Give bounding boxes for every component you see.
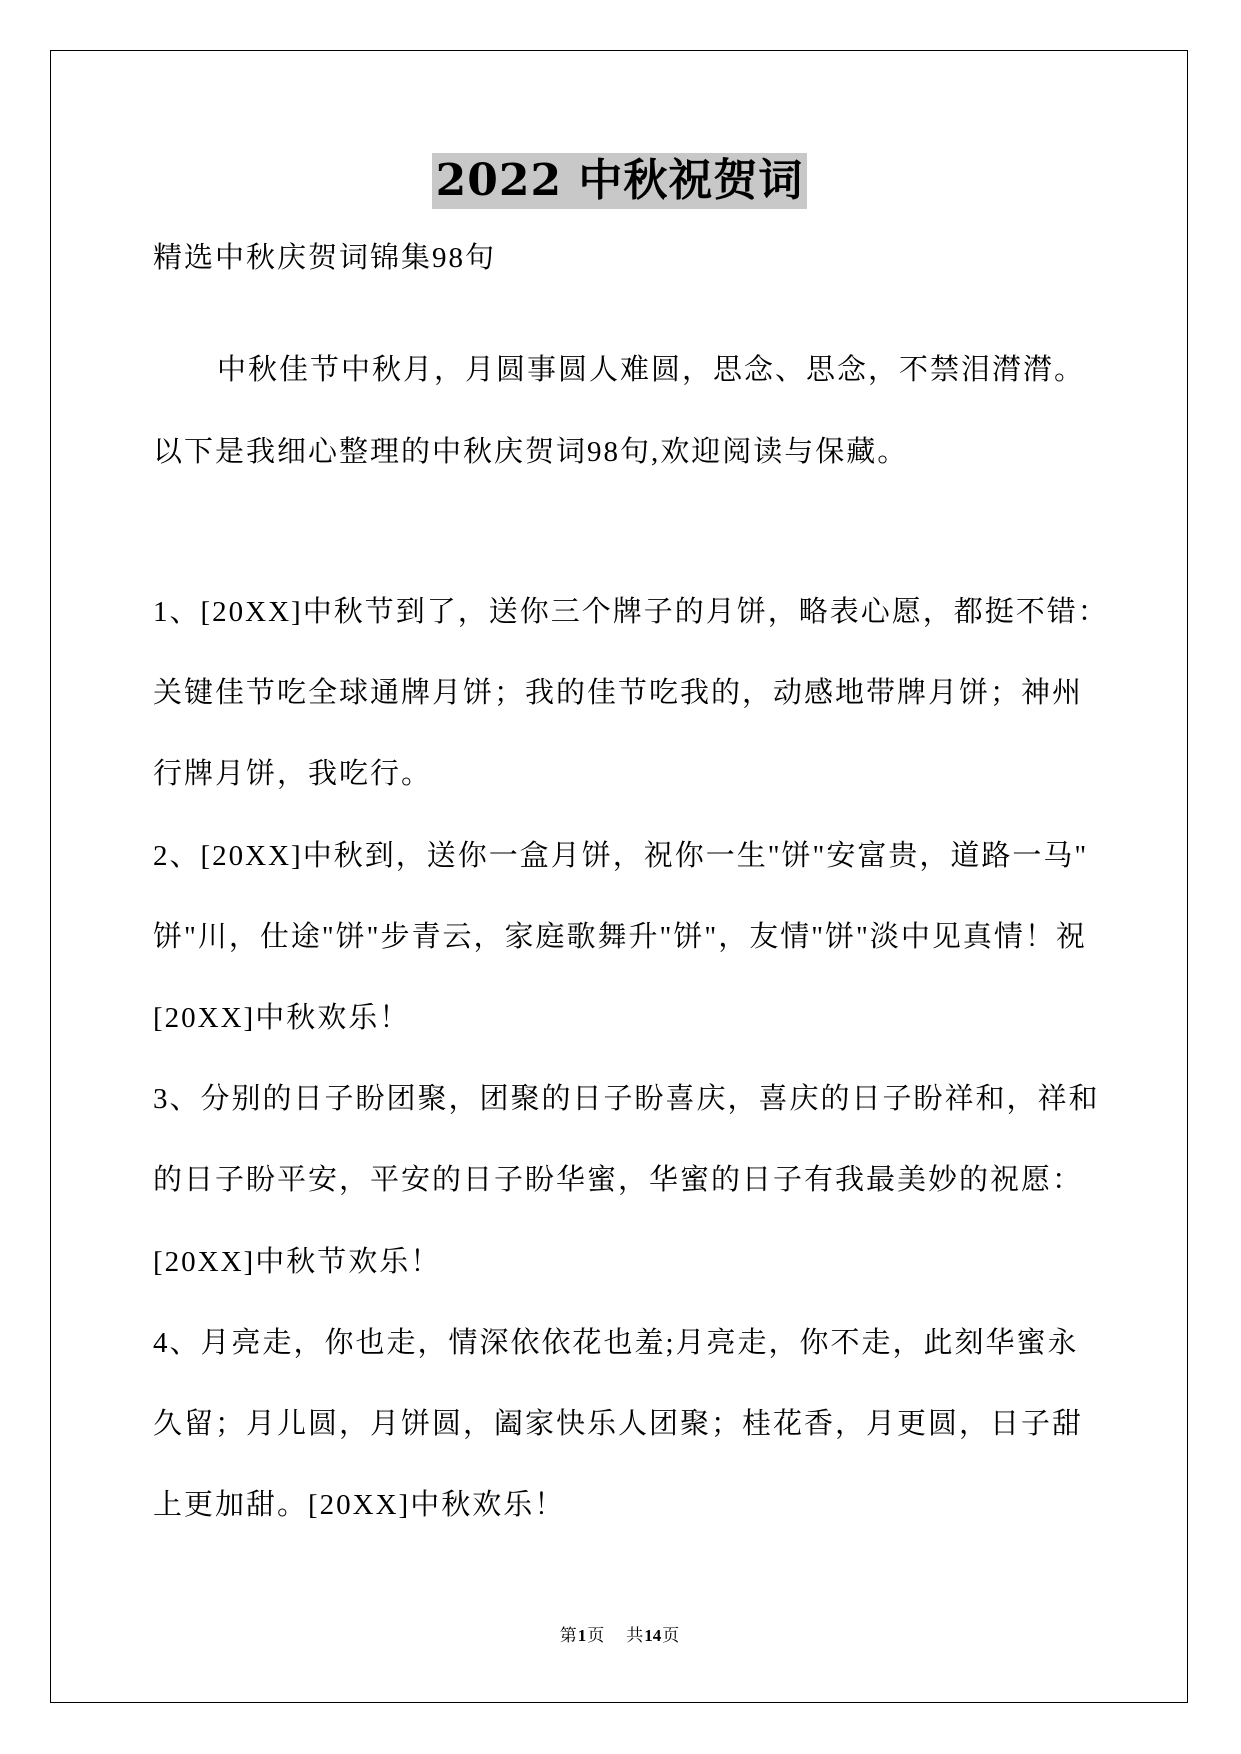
greeting-line: [20XX]中秋节欢乐！ xyxy=(153,1245,442,1278)
greeting-line: 2、[20XX]中秋到，送你一盒月饼，祝你一生"饼"安富贵，道路一马" xyxy=(153,839,1089,872)
intro-paragraph xyxy=(153,329,1085,493)
page-suffix: 页 xyxy=(587,1626,605,1645)
greeting-line: 1、[20XX]中秋节到了，送你三个牌子的月饼，略表心愿，都挺不错： xyxy=(153,596,1109,628)
greeting-line: 的日子盼平安，平安的日子盼华蜜，华蜜的日子有我最美妙的祝愿： xyxy=(153,1164,1084,1197)
greeting-line: 行牌月饼，我吃行。 xyxy=(153,758,433,791)
page-footer xyxy=(0,1624,1239,1648)
page-number: 1 xyxy=(577,1626,587,1645)
intro-line: 以下是我细心整理的中秋庆贺词98句,欢迎阅读与保藏。 xyxy=(153,436,909,468)
total-prefix: 共 xyxy=(626,1626,644,1645)
total-suffix: 页 xyxy=(662,1626,680,1645)
intro-line: 中秋佳节中秋月，月圆事圆人难圆，思念、思念，不禁泪潸潸。 xyxy=(217,354,1086,386)
greeting-line: 3、分别的日子盼团聚，团聚的日子盼喜庆，喜庆的日子盼祥和，祥和 xyxy=(153,1083,1100,1116)
greeting-item xyxy=(153,816,1109,1060)
greeting-line: 久留；月儿圆，月饼圆，阖家快乐人团聚；桂花香，月更圆，日子甜 xyxy=(153,1408,1084,1441)
greeting-item xyxy=(153,572,1109,816)
page-prefix: 第 xyxy=(559,1626,577,1645)
greeting-item xyxy=(153,1059,1109,1303)
greeting-line: 关键佳节吃全球通牌月饼；我的佳节吃我的，动感地带牌月饼；神州 xyxy=(153,677,1084,710)
greeting-line: 上更加甜。[20XX]中秋欢乐！ xyxy=(153,1489,566,1522)
greeting-line: [20XX]中秋欢乐！ xyxy=(153,1002,411,1035)
greeting-line: 饼"川，仕途"饼"步青云，家庭歌舞升"饼"，友情"饼"淡中见真情！祝 xyxy=(153,920,1087,953)
title-area xyxy=(0,153,1239,209)
greeting-line: 4、月亮走，你也走，情深依依花也羞;月亮走，你不走，此刻华蜜永 xyxy=(153,1326,1079,1359)
greetings-list xyxy=(153,572,1109,1546)
greeting-item xyxy=(153,1303,1109,1547)
document-title: 2022 中秋祝贺词 xyxy=(432,153,808,209)
subtitle: 精选中秋庆贺词锦集98句 xyxy=(153,242,497,274)
total-pages: 14 xyxy=(644,1626,662,1645)
